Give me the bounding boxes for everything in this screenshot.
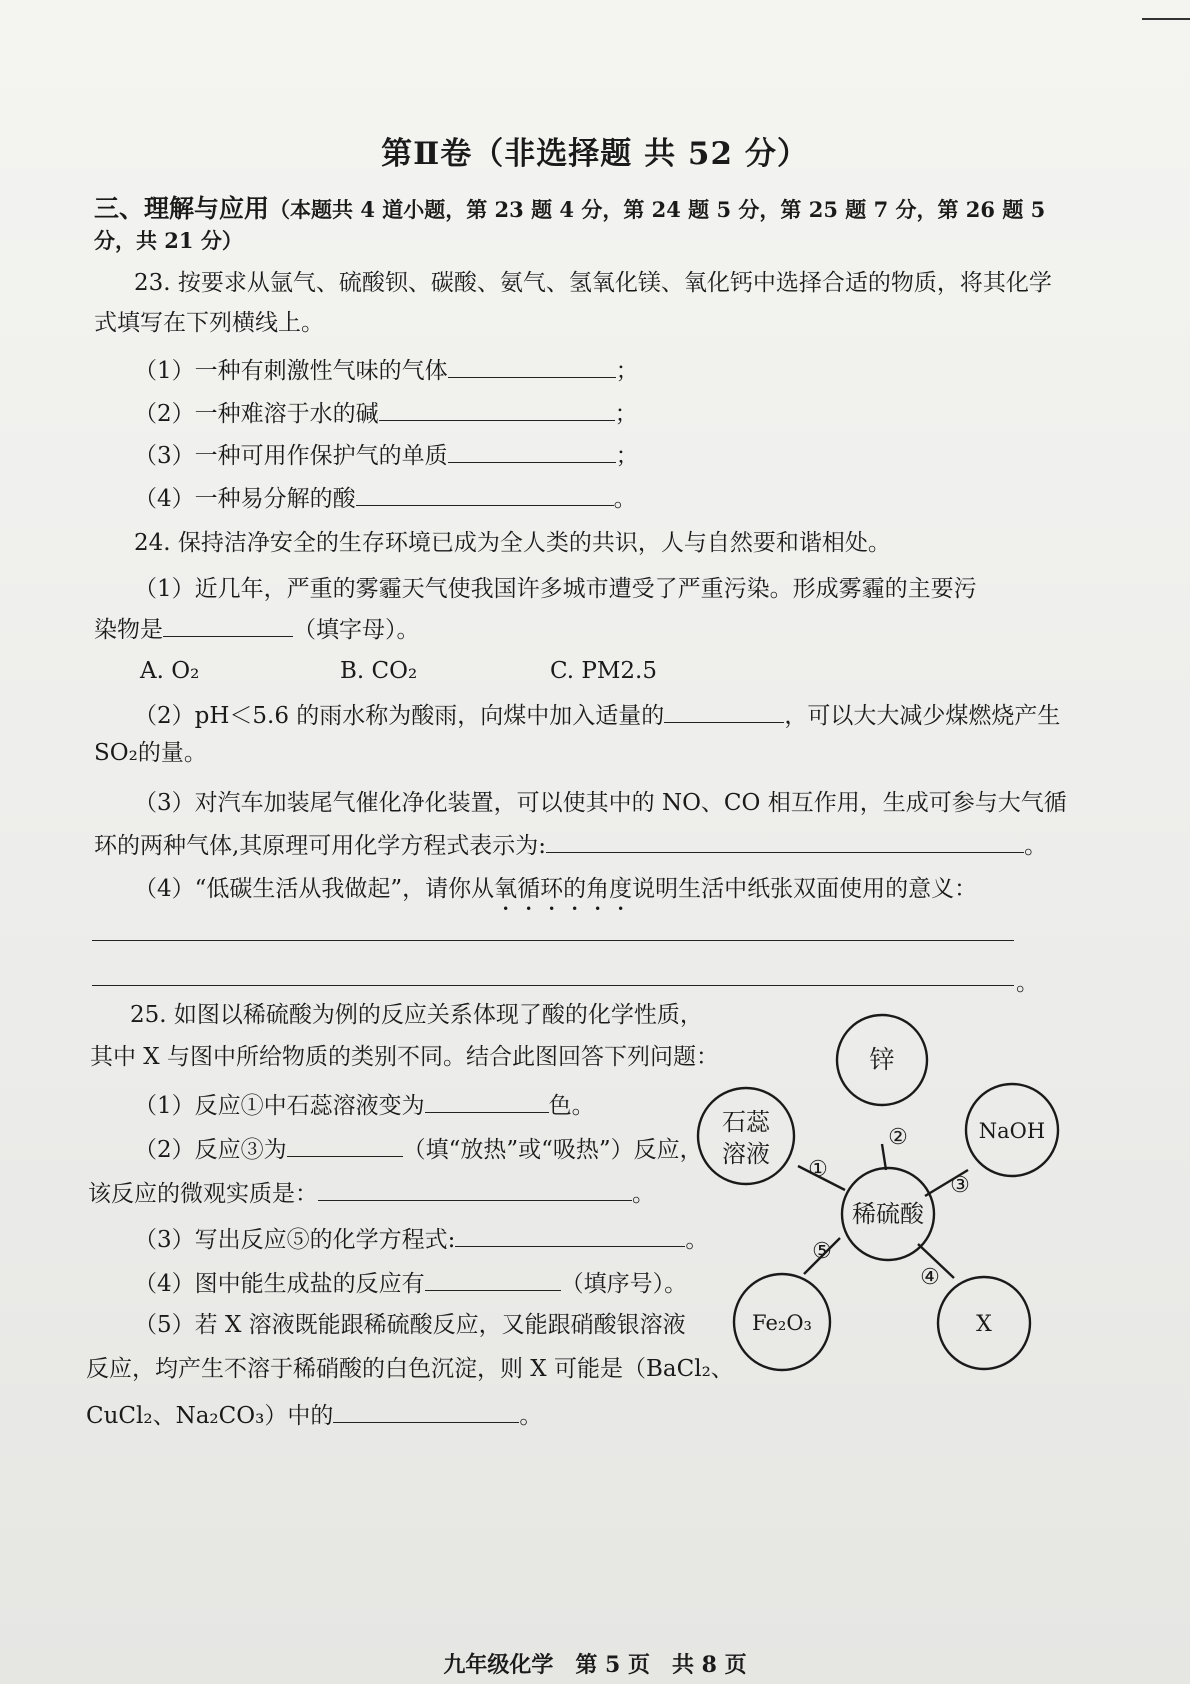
page-title: 第Ⅱ卷（非选择题 共 52 分） — [381, 136, 809, 172]
label-fe2o3: Fe₂O₃ — [752, 1311, 812, 1335]
answer-blank[interactable] — [425, 1270, 561, 1291]
section-note-cont: 分，共 21 分） — [94, 228, 243, 253]
edge-mark — [1142, 18, 1190, 20]
q25-stem-2: 其中 X 与图中所给物质的类别不同。结合此图回答下列问题： — [90, 1044, 719, 1070]
label-center: 稀硫酸 — [852, 1200, 924, 1228]
q23-item-4: （4）一种易分解的酸 。 — [134, 486, 637, 512]
q24-part1-2: 染物是 （填字母）。 — [94, 617, 420, 643]
answer-blank[interactable] — [163, 616, 293, 637]
answer-blank[interactable] — [546, 832, 1024, 853]
answer-line[interactable] — [92, 940, 1014, 941]
q25-part4: （4）图中能生成盐的反应有 （填序号）。 — [134, 1271, 688, 1297]
q25-part5-2: 反应，均产生不溶于稀硝酸的白色沉淀，则 X 可能是（BaCl₂、 — [86, 1356, 734, 1382]
reaction-label-1: ① — [808, 1157, 828, 1182]
label-x: X — [976, 1312, 992, 1337]
section-heading: 三、理解与应用 — [94, 194, 270, 223]
q23-stem-1: 23. 按要求从氩气、硫酸钡、碳酸、氨气、氢氧化镁、氧化钙中选择合适的物质，将其化学 — [134, 270, 1052, 296]
q23-stem-2: 式填写在下列横线上。 — [94, 310, 324, 336]
q25-part1: （1）反应①中石蕊溶液变为 色。 — [134, 1093, 595, 1119]
q24-part2-2: SO₂的量。 — [94, 740, 207, 766]
emphasis-text: 氧循环的角度 — [494, 876, 633, 902]
answer-blank[interactable] — [318, 1180, 632, 1201]
q25-part2-1: （2）反应③为 （填“放热”或“吸热”）反应， — [134, 1137, 703, 1163]
label-naoh: NaOH — [978, 1119, 1046, 1143]
q24-part3-1: （3）对汽车加装尾气催化净化装置，可以使其中的 NO、CO 相互作用，生成可参与大气循 — [134, 790, 1067, 816]
section-note: （本题共 4 道小题，第 23 题 4 分，第 24 题 5 分，第 25 题 7 分，第 26 题 5 — [269, 197, 1046, 222]
answer-blank[interactable] — [455, 1226, 685, 1247]
answer-blank[interactable] — [333, 1402, 519, 1423]
q25-part2-2: 该反应的微观实质是： 。 — [88, 1181, 655, 1207]
q23-item-1: （1）一种有刺激性气味的气体 ； — [134, 358, 639, 384]
reaction-diagram — [700, 1045, 1070, 1378]
answer-blank[interactable] — [379, 400, 615, 421]
q25-part5-3: CuCl₂、Na₂CO₃）中的 。 — [86, 1403, 543, 1429]
q24-part1-1: （1）近几年，严重的雾霾天气使我国许多城市遭受了严重污染。形成雾霾的主要污 — [134, 576, 977, 602]
section-heading-line — [94, 196, 1045, 222]
q24-part4: （4）“低碳生活从我做起”，请你从氧循环的角度说明生活中纸张双面使用的意义： — [134, 876, 978, 902]
answer-blank[interactable] — [356, 485, 614, 506]
node-litmus — [698, 1088, 794, 1184]
label-litmus-2: 溶液 — [722, 1140, 770, 1168]
q25-part5-1: （5）若 X 溶液既能跟稀硫酸反应，又能跟硝酸银溶液 — [134, 1312, 686, 1338]
q24-option-b: B. CO₂ — [340, 658, 418, 684]
link-zinc — [882, 1144, 886, 1170]
reaction-label-4: ④ — [920, 1265, 940, 1290]
answer-blank[interactable] — [287, 1136, 403, 1157]
answer-blank[interactable] — [448, 357, 616, 378]
label-zinc: 锌 — [869, 1045, 895, 1074]
answer-blank[interactable] — [425, 1092, 549, 1113]
reaction-label-5: ⑤ — [812, 1239, 832, 1264]
page-footer: 九年级化学 第 5 页 共 8 页 — [443, 1652, 747, 1678]
q23-item-3: （3）一种可用作保护气的单质 ； — [134, 443, 639, 469]
answer-blank[interactable] — [664, 702, 784, 723]
q23-item-2: （2）一种难溶于水的碱 ； — [134, 401, 638, 427]
answer-blank[interactable] — [448, 442, 616, 463]
answer-line[interactable] — [92, 985, 1014, 986]
reaction-label-2: ② — [888, 1125, 908, 1150]
q24-part3-2: 环的两种气体,其原理可用化学方程式表示为: 。 — [94, 833, 1048, 859]
q24-option-a: A. O₂ — [140, 658, 200, 684]
label-litmus-1: 石蕊 — [722, 1108, 770, 1136]
q24-part2-1: （2）pH＜5.6 的雨水称为酸雨，向煤中加入适量的 ，可以大大减少煤燃烧产生 — [134, 703, 1061, 729]
answer-line-end: 。 — [1016, 970, 1039, 996]
q25-stem-1: 25. 如图以稀硫酸为例的反应关系体现了酸的化学性质， — [130, 1002, 703, 1028]
q24-stem: 24. 保持洁净安全的生存环境已成为全人类的共识，人与自然要和谐相处。 — [134, 530, 891, 556]
reaction-label-3: ③ — [950, 1173, 970, 1198]
q24-option-c: C. PM2.5 — [550, 658, 658, 684]
q25-part3: （3）写出反应⑤的化学方程式: 。 — [134, 1227, 709, 1253]
